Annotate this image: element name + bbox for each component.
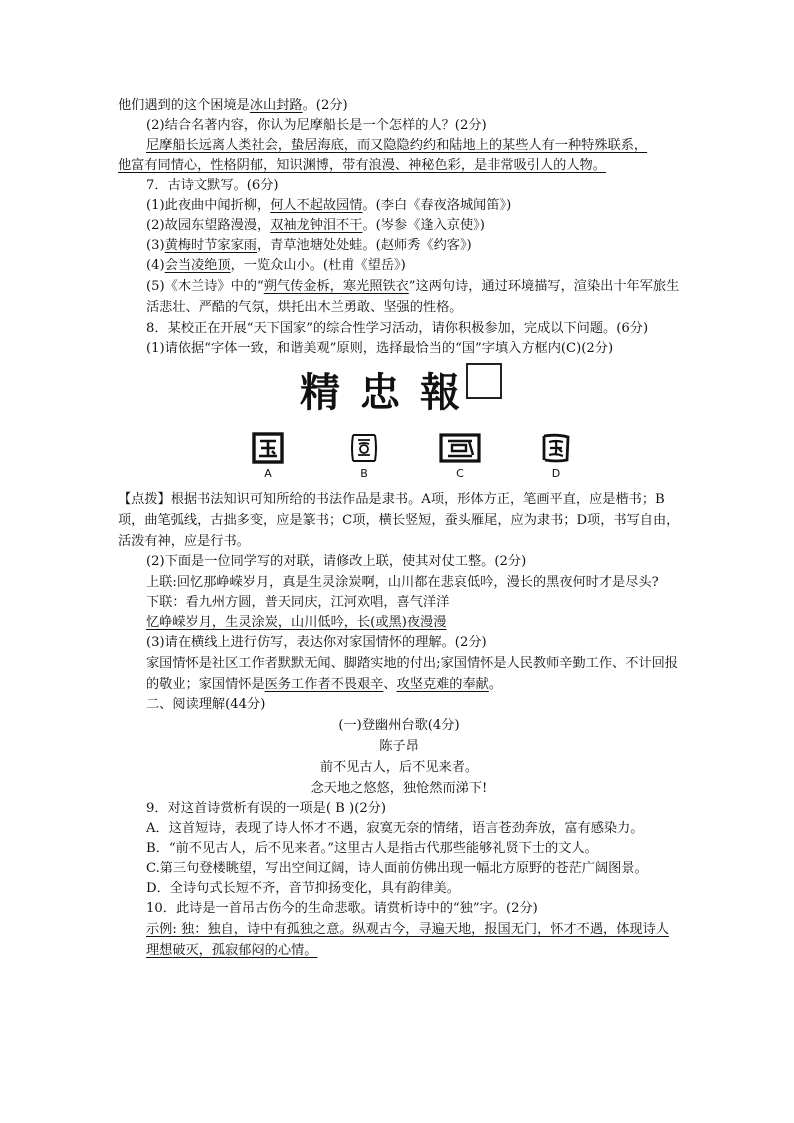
option-9d: D．全诗句式长短不齐，音节抑扬变化，具有韵律美。 bbox=[146, 881, 460, 896]
answer-8-3: 家国情怀是社区工作者默默无闻、脚踏实地的付出;家国情怀是人民教师辛勤工作、不计回报的敬业；家国情怀是医务工作者不畏艰辛、攻坚克难的奉献。 bbox=[146, 656, 678, 692]
answer-8-2: 忆峥嵘岁月，生灵涂炭，山川低吟，长(或黑)夜漫漫 bbox=[146, 615, 447, 630]
guo-kai-glyph-icon bbox=[251, 431, 285, 465]
question-8-1: (1)请依据“字体一致，和谐美观”原则，选择最恰当的“国”字填入方框内(C)(2分) bbox=[146, 341, 614, 356]
option-9b: B．“前不见古人，后不见来者。”这里古人是指古代那些能够礼贤下士的文人。 bbox=[146, 841, 598, 856]
question-6-2: (2)结合名著内容，你认为尼摩船长是一个怎样的人？(2分) bbox=[146, 118, 487, 133]
calligraphy-options bbox=[118, 431, 680, 489]
option-9a: A．这首短诗，表现了诗人怀才不遇，寂寞无奈的情绪，语言苍劲奔放，富有感染力。 bbox=[146, 821, 644, 836]
question-8-2: (2)下面是一位同学写的对联，请修改上联，使其对仗工整。(2分) bbox=[146, 554, 527, 569]
calligraphy-title-row bbox=[118, 359, 680, 431]
poem-fill-5: (5)《木兰诗》中的“朔气传金柝，寒光照铁衣”这两句诗，通过环境描写，渲染出十年军旅生活悲壮、严酷的气氛，烘托出木兰勇敢、坚强的性格。 bbox=[146, 279, 680, 315]
question-8-3: (3)请在横线上进行仿写，表达你对家国情怀的理解。(2分) bbox=[146, 635, 487, 650]
answer-box bbox=[466, 363, 502, 399]
question-7: 7．古诗文默写。(6分) bbox=[146, 178, 279, 193]
option-c: C bbox=[430, 431, 490, 480]
poem-author: 陈子昂 bbox=[379, 739, 419, 754]
question-10: 10．此诗是一首吊古伤今的生命悲歌。请赏析诗中的“独”字。(2分) bbox=[146, 901, 538, 916]
poem-title: (一)登幽州台歌(4分) bbox=[338, 718, 460, 733]
calligraphy-title: 精忠報 bbox=[300, 369, 480, 416]
answer-6-2-line1: 尼摩船长远离人类社会，蛰居海底，而又隐隐约约和陆地上的某些人有一种特殊联系， bbox=[146, 138, 648, 153]
couplet-lower: 下联：看九州方圆，普天同庆，江河欢唱，喜气洋洋 bbox=[146, 595, 450, 610]
poem-fill-2: (2)故园东望路漫漫，双袖龙钟泪不干。(岑参《逢入京使》) bbox=[146, 218, 485, 233]
guo-xing-glyph-icon bbox=[539, 431, 573, 465]
couplet-upper: 上联:回忆那峥嵘岁月，真是生灵涂炭啊，山川都在悲哀低吟，漫长的黑夜何时才是尽头? bbox=[146, 575, 659, 590]
option-a: A bbox=[238, 431, 298, 480]
poem-line-1: 前不见古人，后不见来者。 bbox=[319, 760, 479, 775]
section-2-heading: 二、阅读理解(44分) bbox=[146, 697, 266, 712]
answer-6-2-line2: 他富有同情心，性格阴郁，知识渊博，带有浪漫、神秘色彩，是非常吸引人的人物。 bbox=[118, 158, 606, 173]
option-9c: C.第三句登楼眺望，写出空间辽阔，诗人面前仿佛出现一幅北方原野的苍茫广阔图景。 bbox=[146, 861, 648, 876]
poem-fill-4: (4)会当凌绝顶，一览众山小。(杜甫《望岳》) bbox=[146, 258, 406, 273]
tip-note: 【点拨】根据书法知识可知所给的书法作品是隶书。A项，形体方正，笔画平直，应是楷书；B项，曲笔弧线，古拙多变，应是篆书；C项，横长竖短，蚕头雁尾，应为隶书；D项，书写自由，活泼有神，应是行书。 bbox=[118, 492, 680, 549]
question-8: 8．某校正在开展“天下国家”的综合性学习活动，请你积极参加，完成以下问题。(6分) bbox=[146, 321, 649, 336]
guo-seal-glyph-icon bbox=[347, 431, 381, 465]
answer-10: 示例: 独：独自，诗中有孤独之意。纵观古今，寻遍天地，报国无门，怀才不遇，体现诗人理想破灭，孤寂郁闷的心情。 bbox=[146, 922, 669, 958]
option-b: B bbox=[334, 431, 394, 480]
line-q6-answer: 他们遇到的这个困境是冰山封路。(2分) bbox=[118, 98, 348, 113]
question-9: 9．对这首诗赏析有误的一项是( B )(2分) bbox=[146, 801, 387, 816]
option-d: D bbox=[526, 431, 586, 480]
document-page bbox=[118, 96, 680, 961]
guo-li-glyph-icon bbox=[438, 431, 482, 465]
answer-underlined: 冰山封路 bbox=[249, 98, 303, 113]
poem-line-2: 念天地之悠悠，独怆然而涕下! bbox=[310, 781, 488, 796]
poem-fill-3: (3)黄梅时节家家雨，青草池塘处处蛙。(赵师秀《约客》) bbox=[146, 238, 472, 253]
poem-fill-1: (1)此夜曲中闻折柳，何人不起故园情。(李白《春夜洛城闻笛》) bbox=[146, 198, 512, 213]
